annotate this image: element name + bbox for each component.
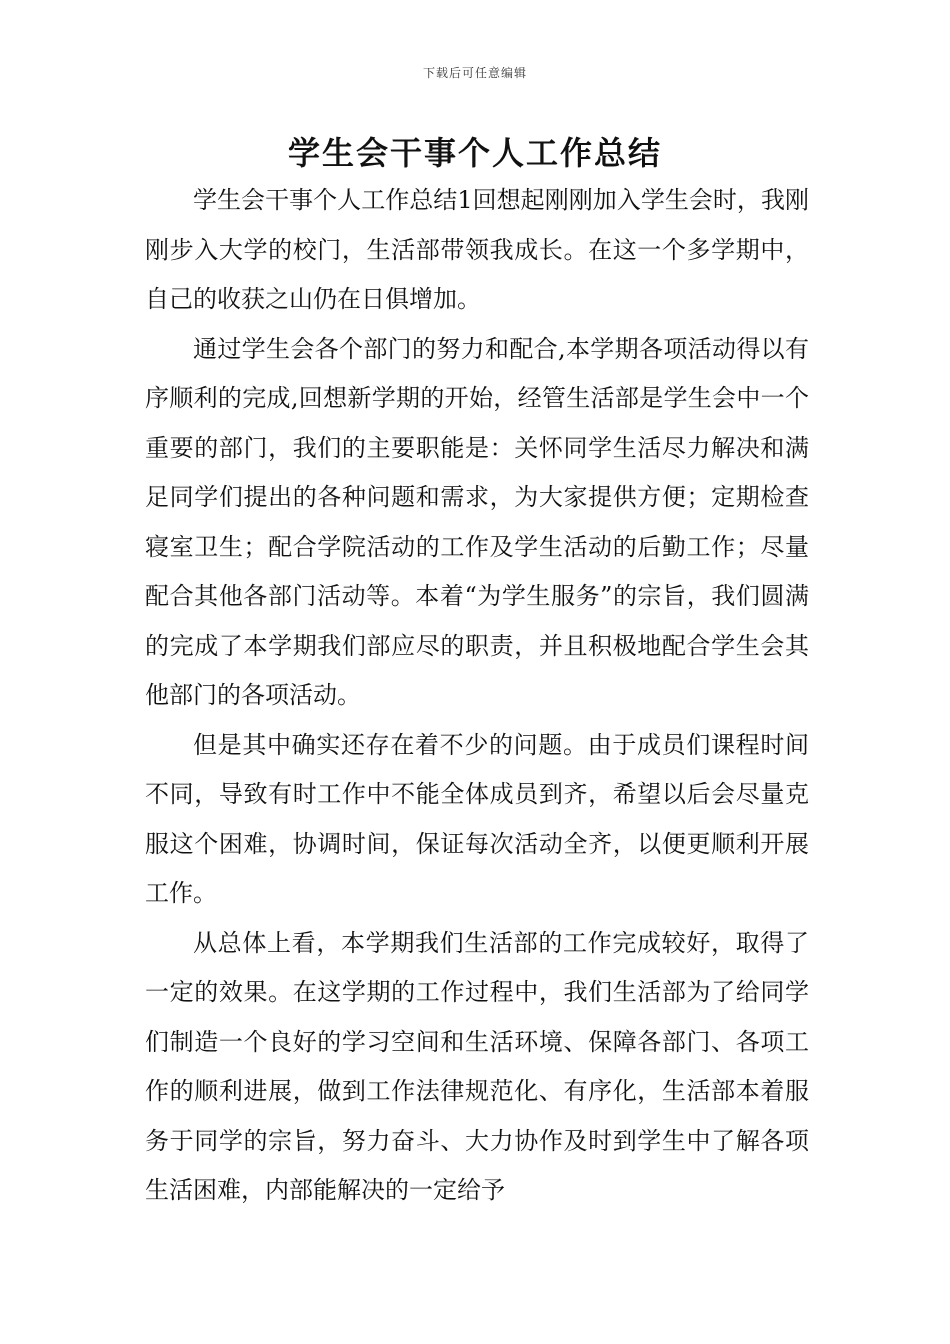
document-body (145, 176, 809, 1216)
paragraph: 学生会干事个人工作总结1回想起刚刚加入学生会时，我刚刚步入大学的校门，生活部带领我成长。在这一个多学期中，自己的收获之山仍在日俱增加。 (145, 186, 809, 313)
paragraph: 从总体上看，本学期我们生活部的工作完成较好，取得了一定的效果。在这学期的工作过程中，我们生活部为了给同学们制造一个良好的学习空间和生活环境、保障各部门、各项工作的顺利进展，做到工作法律规范化、有序化，生活部本着服务于同学的宗旨，努力奋斗、大力协作及时到学生中了解各项生活困难，内部能解决的一定给予 (145, 928, 809, 1204)
document-title: 学生会干事个人工作总结 (287, 134, 662, 172)
paragraph: 通过学生会各个部门的努力和配合,本学期各项活动得以有序顺利的完成,回想新学期的开始，经管生活部是学生会中一个重要的部门，我们的主要职能是：关怀同学生活尽力解决和满足同学们提出的各种问题和需求，为大家提供方便；定期检查寝室卫生；配合学院活动的工作及学生活动的后勤工作；尽量配合其他各部门活动等。本着“为学生服务”的宗旨，我们圆满的完成了本学期我们部应尽的职责，并且积极地配合学生会其他部门的各项活动。 (145, 334, 809, 709)
paragraph: 但是其中确实还存在着不少的问题。由于成员们课程时间不同，导致有时工作中不能全体成员到齐，希望以后会尽量克服这个困难，协调时间，保证每次活动全齐，以便更顺利开展工作。 (145, 730, 809, 907)
header-note: 下载后可任意编辑 (422, 66, 527, 80)
